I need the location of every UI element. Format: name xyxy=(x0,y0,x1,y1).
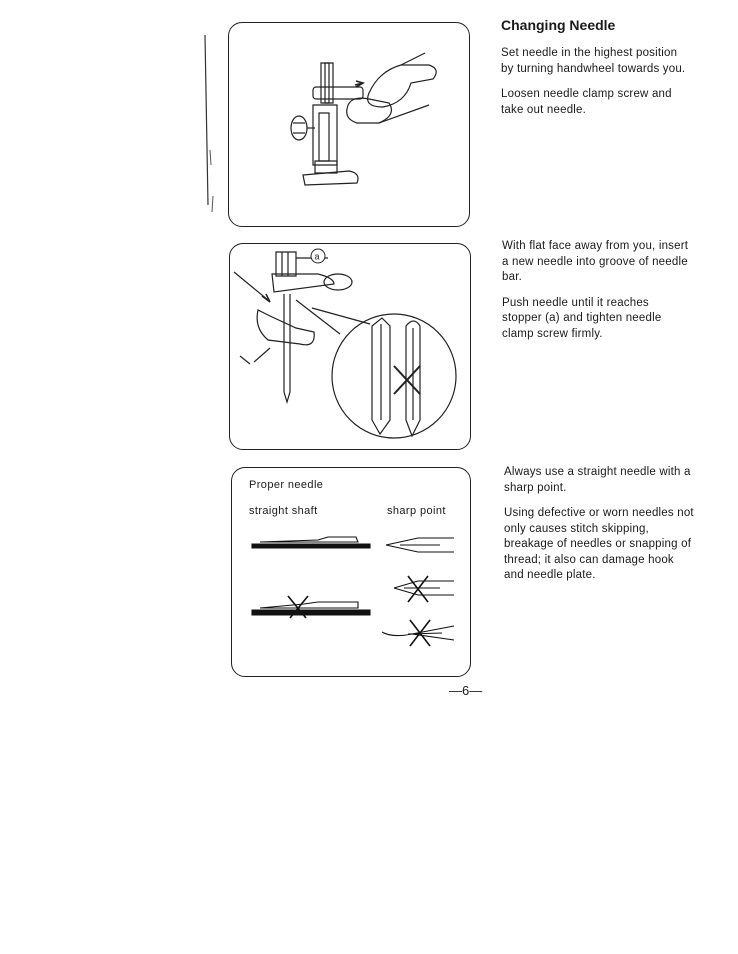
figure-proper-needle xyxy=(231,467,471,677)
paragraph: With flat face away from you, insert a new needle into groove of needle bar. xyxy=(502,240,689,283)
instructions-remove xyxy=(501,46,691,128)
paragraph: Always use a straight needle with a sharp point. xyxy=(504,466,691,494)
proper-needle-heading: Proper needle xyxy=(249,479,324,491)
insert-needle-illustration xyxy=(230,244,470,449)
figure-remove-needle xyxy=(228,22,470,227)
page-number: —6— xyxy=(449,683,483,698)
page-title: Changing Needle xyxy=(501,17,616,33)
paragraph: Push needle until it reaches stopper (a) and tighten needle clamp screw firmly. xyxy=(502,296,662,340)
callout-a: a xyxy=(314,251,320,262)
instructions-insert xyxy=(502,239,692,352)
sharp-point-label: sharp point xyxy=(387,505,446,517)
straight-shaft-label: straight shaft xyxy=(249,505,318,517)
paragraph: Using defective or worn needles not only causes stitch skipping, breakage of needles or snapping of thread; it also can damage hook and needle plate. xyxy=(504,507,694,581)
paragraph: Loosen needle clamp screw and take out needle. xyxy=(501,88,672,116)
paragraph: Set needle in the highest position by turning handwheel towards you. xyxy=(501,47,686,75)
instructions-needle-quality xyxy=(504,465,694,594)
figure-insert-needle xyxy=(229,243,471,450)
remove-needle-illustration xyxy=(229,23,469,226)
proper-needle-illustration xyxy=(232,468,470,676)
